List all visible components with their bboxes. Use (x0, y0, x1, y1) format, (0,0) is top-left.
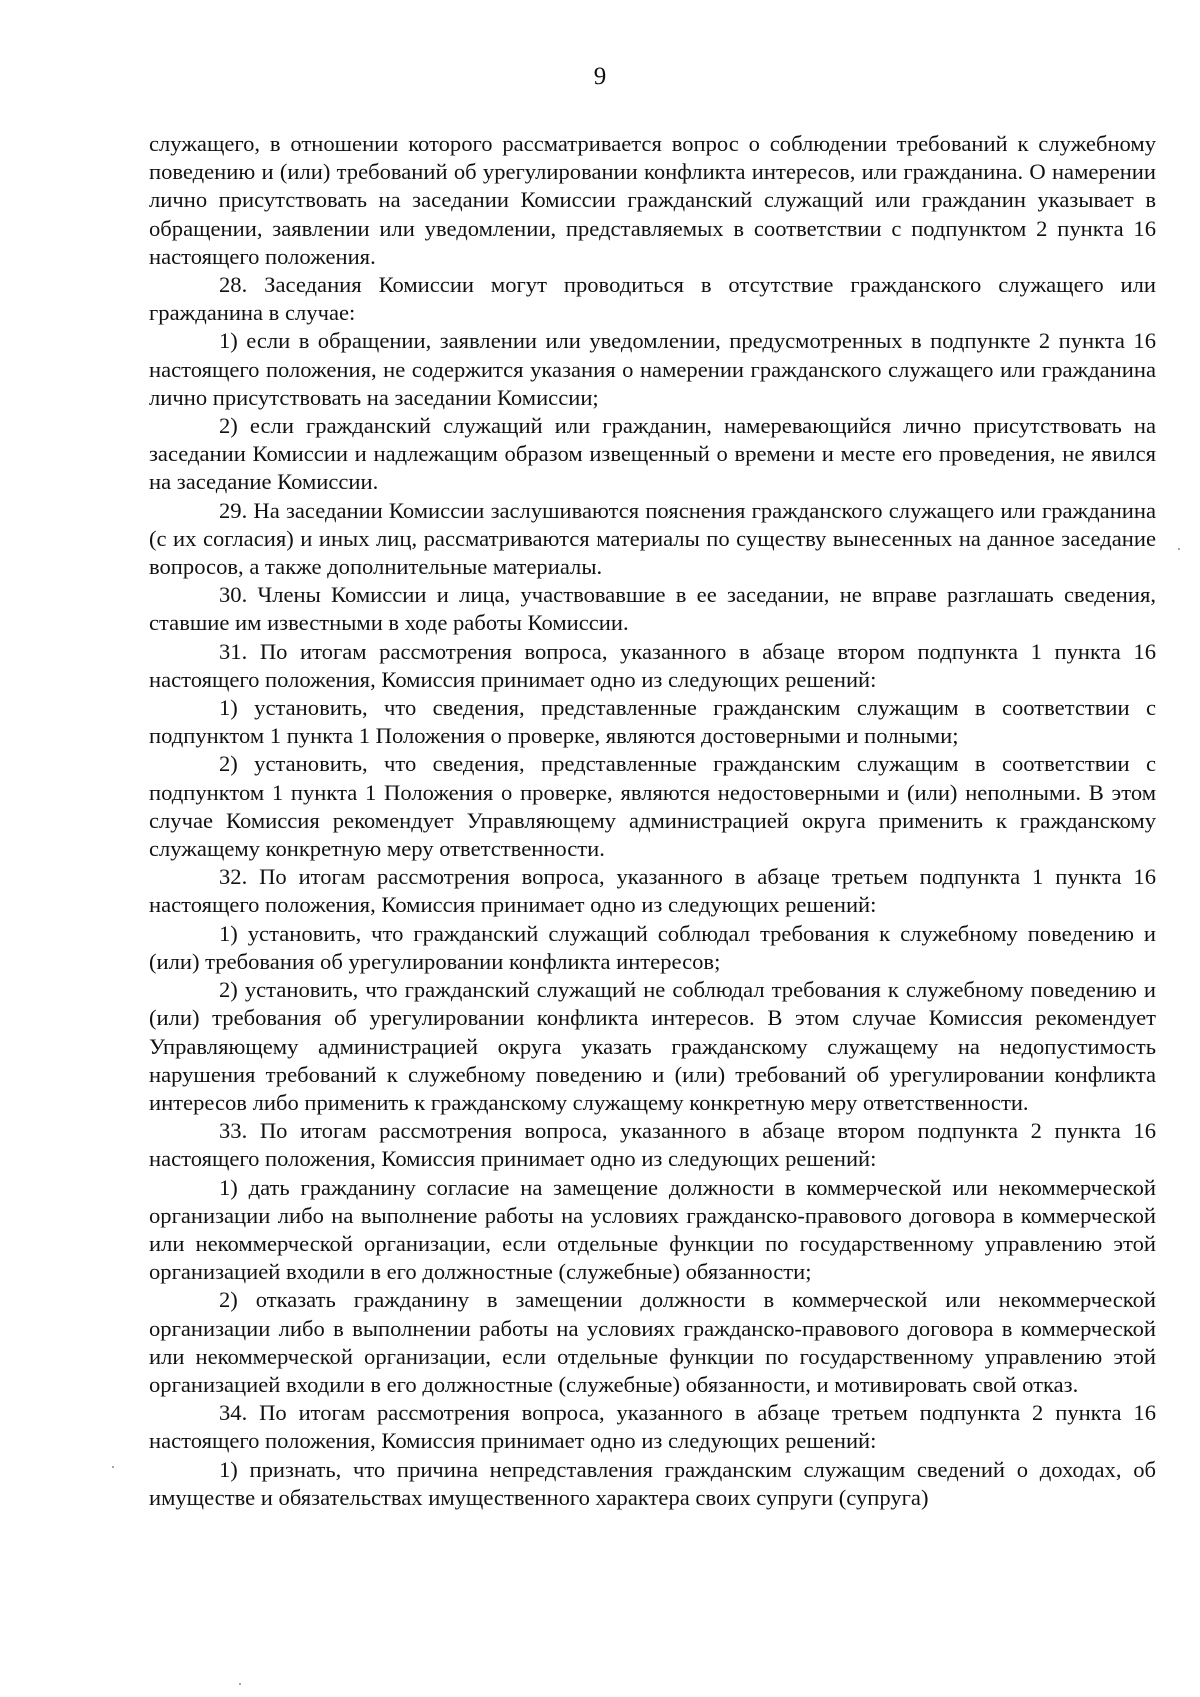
scan-speck (1178, 548, 1180, 550)
paragraph-32-item-2: 2) установить, что гражданский служащий не соблюдал требования к служебному поведению и (или) требования об урегулировании конфликта интересов. В этом случае Комиссия рекомендует Управляющему администрацией округа указать гражданскому служащему на недопустимость нарушения требований к служебному поведению и (или) требований об урегулировании конфликта интересов либо применить к гражданскому служащему конкретную меру ответственности. (149, 977, 1156, 1115)
paragraph-34-item-1: 1) признать, что причина непредставления гражданским служащим сведений о доходах, об имуществе и обязательствах имущественного характера своих супруги (супруга) (149, 1456, 1156, 1510)
document-body (149, 130, 1156, 1512)
paragraph-28-item-2: 2) если гражданский служащий или гражданин, намеревающийся лично присутствовать на заседании Комиссии и надлежащим образом извещенный о времени и месте его проведения, не явился на заседание Комиссии. (149, 413, 1156, 495)
paragraph-continuation: служащего, в отношении которого рассматривается вопрос о соблюдении требований к служебному поведению и (или) требований об урегулировании конфликта интересов, или гражданина. О намерении лично присутствовать на заседании Комиссии гражданский служащий или гражданин указывает в обращении, заявлении или уведомлении, представляемых в соответствии с подпунктом 2 пункта 16 настоящего положения. (149, 131, 1156, 269)
paragraph-31-item-2: 2) установить, что сведения, представленные гражданским служащим в соответствии с подпунктом 1 пункта 1 Положения о проверке, являются недостоверными и (или) неполными. В этом случае Комиссия рекомендует Управляющему администрацией округа применить к гражданскому служащему конкретную меру ответственности. (149, 751, 1156, 862)
paragraph-31: 31. По итогам рассмотрения вопроса, указанного в абзаце втором подпункта 1 пункта 16 настоящего положения, Комиссия принимает одно из следующих решений: (149, 638, 1156, 692)
paragraph-34: 34. По итогам рассмотрения вопроса, указанного в абзаце третьем подпункта 2 пункта 16 настоящего положения, Комиссия принимает одно из следующих решений: (149, 1400, 1156, 1454)
paragraph-28-item-1: 1) если в обращении, заявлении или уведомлении, предусмотренных в подпункте 2 пункта 16 настоящего положения, не содержится указания о намерении гражданского служащего или гражданина лично присутствовать на заседании Комиссии; (149, 328, 1156, 410)
paragraph-33: 33. По итогам рассмотрения вопроса, указанного в абзаце втором подпункта 2 пункта 16 настоящего положения, Комиссия принимает одно из следующих решений: (149, 1118, 1156, 1172)
paragraph-30: 30. Члены Комиссии и лица, участвовавшие в ее заседании, не вправе разглашать сведения, ставшие им известными в ходе работы Комиссии. (149, 582, 1156, 636)
scan-speck (239, 1683, 241, 1685)
paragraph-32-item-1: 1) установить, что гражданский служащий соблюдал требования к служебному поведению и (или) требования об урегулировании конфликта интересов; (149, 920, 1156, 974)
scan-speck (112, 1466, 114, 1468)
paragraph-33-item-2: 2) отказать гражданину в замещении должности в коммерческой или некоммерческой организации либо в выполнении работы на условиях гражданско-правового договора в коммерческой или некоммерческой организации, если отдельные функции по государственному управлению этой организацией входили в его должностные (служебные) обязанности, и мотивировать свой отказ. (149, 1287, 1156, 1397)
paragraph-29: 29. На заседании Комиссии заслушиваются пояснения гражданского служащего или гражданина (с их согласия) и иных лиц, рассматриваются материалы по существу вынесенных на данное заседание вопросов, а также дополнительные материалы. (149, 497, 1156, 580)
page-number: 9 (593, 63, 607, 90)
paragraph-32: 32. По итогам рассмотрения вопроса, указанного в абзаце третьем подпункта 1 пункта 16 настоящего положения, Комиссия принимает одно из следующих решений: (149, 864, 1156, 918)
paragraph-33-item-1: 1) дать гражданину согласие на замещение должности в коммерческой или некоммерческой организации либо на выполнение работы на условиях гражданско-правового договора в коммерческой или некоммерческой организации, если отдельные функции по государственному управлению этой организацией входили в его должностные (служебные) обязанности; (149, 1174, 1156, 1285)
paragraph-31-item-1: 1) установить, что сведения, представленные гражданским служащим в соответствии с подпунктом 1 пункта 1 Положения о проверке, являются достоверными и полными; (149, 695, 1156, 749)
paragraph-28: 28. Заседания Комиссии могут проводиться в отсутствие гражданского служащего или гражданина в случае: (149, 272, 1156, 326)
